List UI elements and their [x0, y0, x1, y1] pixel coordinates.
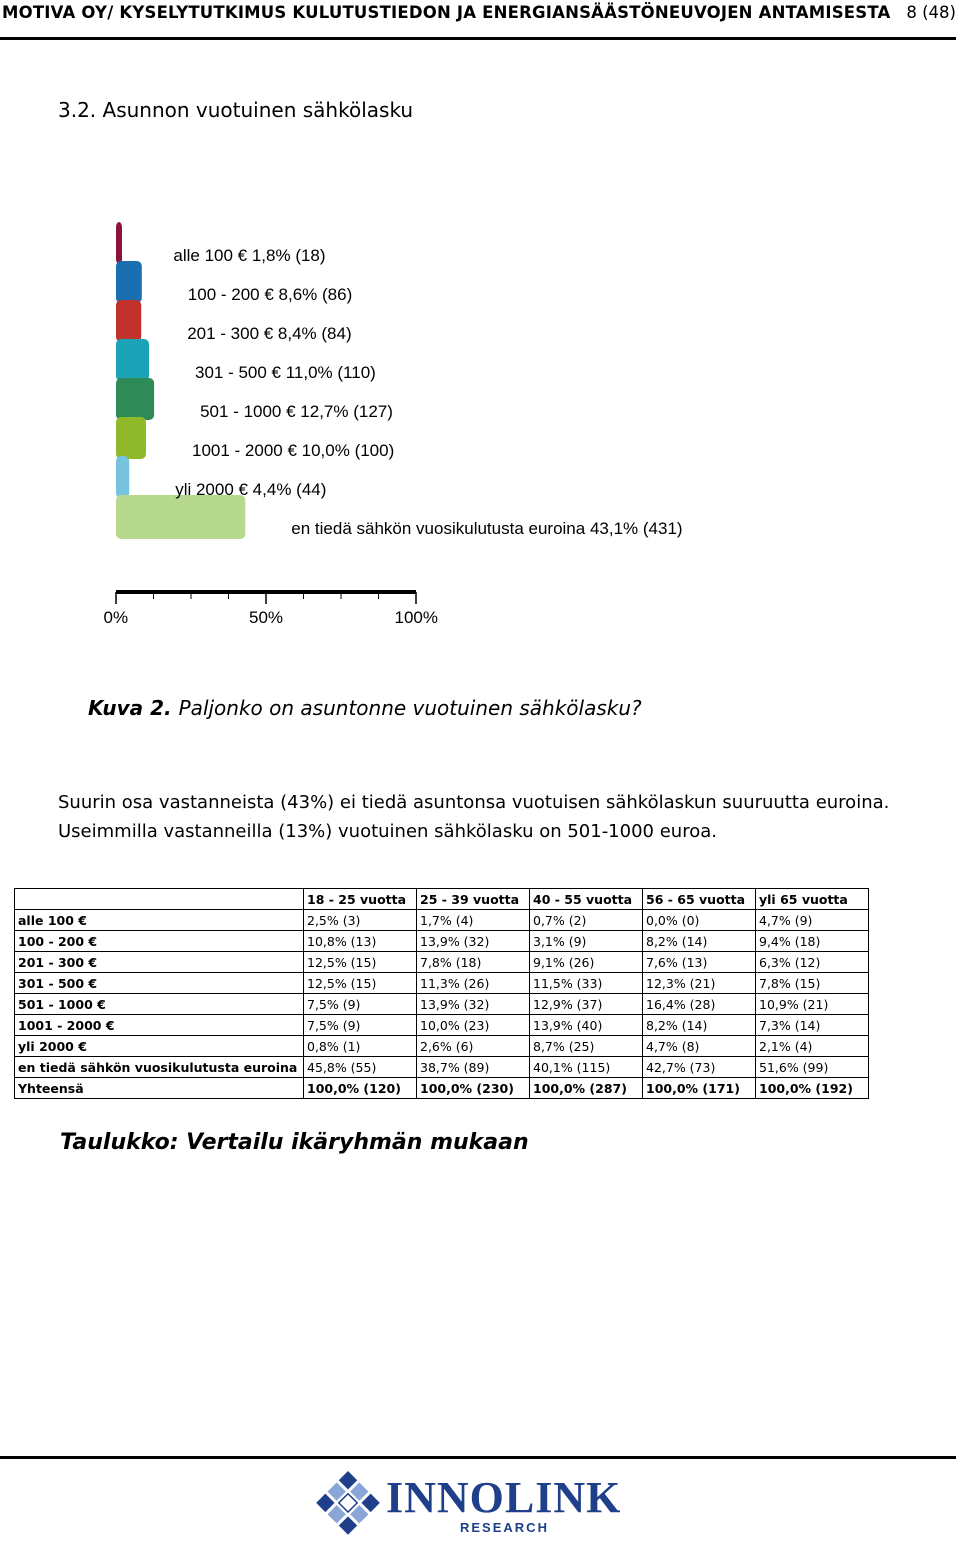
bar-data-label: 1001 - 2000 € 10,0% (100) — [192, 441, 395, 460]
table-cell: 12,9% (37) — [530, 994, 643, 1015]
table-row — [15, 1036, 869, 1057]
table-cell: 100,0% (287) — [530, 1078, 643, 1099]
table-cell: 7,3% (14) — [756, 1015, 869, 1036]
table-cell: 7,8% (18) — [417, 952, 530, 973]
page-number: 8 (48) — [906, 3, 956, 22]
x-tick-label: 100% — [394, 608, 438, 627]
table-cell: 13,9% (40) — [530, 1015, 643, 1036]
table-cell: 7,5% (9) — [304, 994, 417, 1015]
table-row-label: en tiedä sähkön vuosikulutusta euroina — [15, 1057, 304, 1078]
bar-data-label: 100 - 200 € 8,6% (86) — [187, 285, 353, 304]
header-divider — [0, 37, 956, 40]
table-cell: 0,0% (0) — [643, 910, 756, 931]
table-cell: 100,0% (230) — [417, 1078, 530, 1099]
table-cell: 7,5% (9) — [304, 1015, 417, 1036]
chart-bar — [116, 261, 142, 303]
chart-bar — [116, 339, 149, 381]
table-cell: 11,5% (33) — [530, 973, 643, 994]
chart-bar — [116, 495, 245, 539]
table-cell: 0,7% (2) — [530, 910, 643, 931]
chart-bar — [116, 456, 129, 498]
table-header-cell: 56 - 65 vuotta — [643, 889, 756, 910]
table-row — [15, 910, 869, 931]
table-cell: 12,5% (15) — [304, 952, 417, 973]
bar-data-label: 501 - 1000 € 12,7% (127) — [200, 402, 393, 421]
table-cell: 13,9% (32) — [417, 994, 530, 1015]
table-cell: 3,1% (9) — [530, 931, 643, 952]
table-cell: 7,6% (13) — [643, 952, 756, 973]
table-cell: 10,8% (13) — [304, 931, 417, 952]
table-row-label: yli 2000 € — [15, 1036, 304, 1057]
chart-bar — [116, 378, 154, 420]
table-header-cell — [15, 889, 304, 910]
table-row — [15, 973, 869, 994]
chart-bar — [116, 222, 122, 264]
page-header — [0, 0, 960, 40]
table-cell: 9,1% (26) — [530, 952, 643, 973]
bar-data-label: en tiedä sähkön vuosikulutusta euroina 43,1% (431) — [291, 519, 683, 538]
table-header-row — [15, 889, 869, 910]
table-cell: 8,2% (14) — [643, 931, 756, 952]
chart-bar — [116, 300, 141, 342]
table-cell: 9,4% (18) — [756, 931, 869, 952]
logo-subtitle: RESEARCH — [460, 1520, 549, 1535]
table-cell: 2,1% (4) — [756, 1036, 869, 1057]
table-cell: 8,7% (25) — [530, 1036, 643, 1057]
table-row-label: 1001 - 2000 € — [15, 1015, 304, 1036]
table-row — [15, 952, 869, 973]
table-cell: 45,8% (55) — [304, 1057, 417, 1078]
table-cell: 11,3% (26) — [417, 973, 530, 994]
table-total-row — [15, 1078, 869, 1099]
innolink-logo — [312, 1470, 632, 1542]
table-cell: 6,3% (12) — [756, 952, 869, 973]
figure-caption-label: Kuva 2. — [88, 696, 172, 720]
electricity-bill-bar-chart — [0, 210, 960, 640]
table-cell: 42,7% (73) — [643, 1057, 756, 1078]
header-title: MOTIVA OY/ KYSELYTUTKIMUS KULUTUSTIEDON JA ENERGIANSÄÄSTÖNEUVOJEN ANTAMISESTA — [2, 3, 891, 22]
table-row-label: 201 - 300 € — [15, 952, 304, 973]
table-cell: 10,9% (21) — [756, 994, 869, 1015]
table-header-cell: yli 65 vuotta — [756, 889, 869, 910]
age-group-comparison-table — [14, 888, 869, 1099]
figure-caption-text: Paljonko on asuntonne vuotuinen sähkölasku? — [178, 696, 642, 720]
summary-paragraph: Suurin osa vastanneista (43%) ei tiedä asuntonsa vuotuisen sähkölaskun suuruutta euroina. Useimmilla vastanneilla (13%) vuotuinen sähkölasku on 501-1000 euroa. — [58, 792, 890, 842]
table-cell: 0,8% (1) — [304, 1036, 417, 1057]
table-cell: 100,0% (192) — [756, 1078, 869, 1099]
chart-bar — [116, 417, 146, 459]
table-row — [15, 994, 869, 1015]
footer-divider — [0, 1456, 956, 1459]
table-cell: 100,0% (120) — [304, 1078, 417, 1099]
table-row — [15, 1015, 869, 1036]
table-row — [15, 931, 869, 952]
table-cell: 16,4% (28) — [643, 994, 756, 1015]
table-header-cell: 25 - 39 vuotta — [417, 889, 530, 910]
logo-wordmark: INNOLINK — [386, 1473, 622, 1522]
table-caption: Taulukko: Vertailu ikäryhmän mukaan — [60, 1130, 529, 1155]
x-tick-label: 50% — [249, 608, 284, 627]
table-cell: 7,8% (15) — [756, 973, 869, 994]
table-cell: 4,7% (8) — [643, 1036, 756, 1057]
table-row — [15, 1057, 869, 1078]
table-cell: 8,2% (14) — [643, 1015, 756, 1036]
figure-caption — [88, 696, 642, 720]
bar-data-label: alle 100 € 1,8% (18) — [173, 246, 326, 265]
section-title: 3.2. Asunnon vuotuinen sähkölasku — [58, 98, 414, 122]
table-cell: 2,5% (3) — [304, 910, 417, 931]
table-cell: 1,7% (4) — [417, 910, 530, 931]
bar-data-label: yli 2000 € 4,4% (44) — [175, 480, 327, 499]
table-cell: 13,9% (32) — [417, 931, 530, 952]
bar-data-label: 201 - 300 € 8,4% (84) — [187, 324, 352, 343]
table-cell: 4,7% (9) — [756, 910, 869, 931]
table-header-cell: 40 - 55 vuotta — [530, 889, 643, 910]
table-cell: 40,1% (115) — [530, 1057, 643, 1078]
table-cell: 10,0% (23) — [417, 1015, 530, 1036]
table-cell: 2,6% (6) — [417, 1036, 530, 1057]
table-cell: 38,7% (89) — [417, 1057, 530, 1078]
chart-svg — [0, 210, 960, 640]
table-row-label: 501 - 1000 € — [15, 994, 304, 1015]
table-cell: 12,3% (21) — [643, 973, 756, 994]
table-header-cell: 18 - 25 vuotta — [304, 889, 417, 910]
innolink-diamond-logo-icon — [312, 1470, 384, 1540]
table-row-label: Yhteensä — [15, 1078, 304, 1099]
bar-data-label: 301 - 500 € 11,0% (110) — [195, 363, 376, 382]
table-row-label: 100 - 200 € — [15, 931, 304, 952]
table-cell: 12,5% (15) — [304, 973, 417, 994]
table-row-label: alle 100 € — [15, 910, 304, 931]
table-cell: 51,6% (99) — [756, 1057, 869, 1078]
table-cell: 100,0% (171) — [643, 1078, 756, 1099]
table-row-label: 301 - 500 € — [15, 973, 304, 994]
x-tick-label: 0% — [103, 608, 129, 627]
